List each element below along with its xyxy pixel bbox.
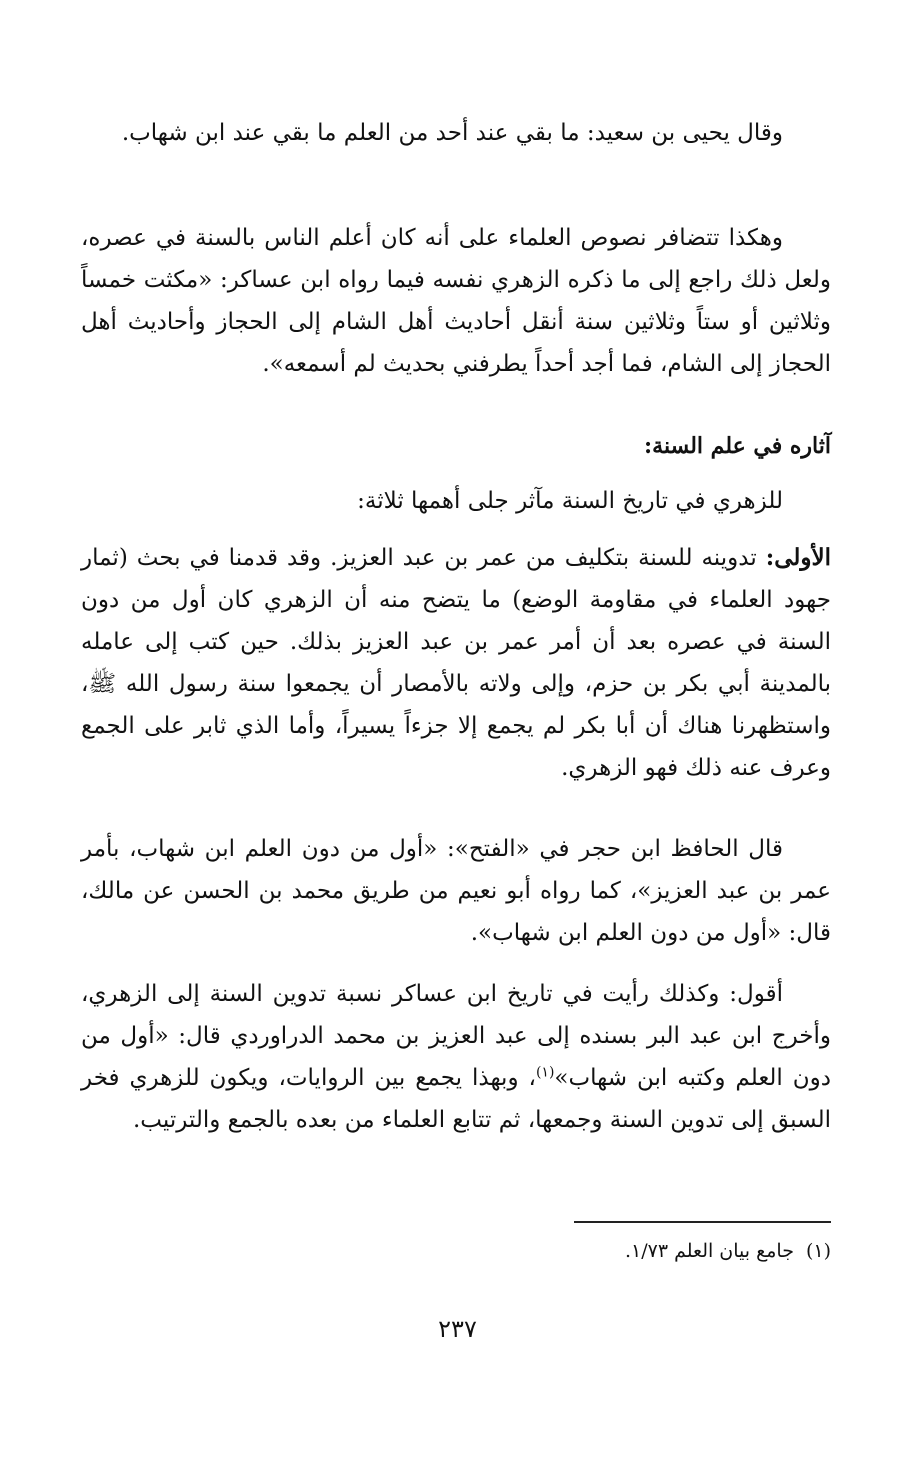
page-number: ٢٣٧ bbox=[438, 1315, 477, 1343]
paragraph-first-achievement bbox=[81, 537, 831, 789]
section-heading: آثاره في علم السنة: bbox=[644, 433, 831, 459]
footnote-number: (١) bbox=[805, 1240, 831, 1262]
paragraph-yahya-quote bbox=[81, 112, 831, 154]
paragraph-6 bbox=[81, 973, 831, 1141]
paragraph-ibn-hajar-quote bbox=[81, 828, 831, 954]
paragraph-6-before: أقول: وكذلك رأيت في تاريخ ابن عساكر نسبة تدوين السنة إلى الزهري، وأخرج ابن عبد البر بسنده إلى عبد العزيز بن محمد الدراوردي قال: «أول من دون العلم وكتبه ابن شهاب» bbox=[81, 981, 831, 1091]
paragraph-4-lead: الأولى: bbox=[765, 544, 831, 571]
paragraph-scholars-consensus bbox=[81, 217, 831, 385]
paragraph-3-text: للزهري في تاريخ السنة مآثر جلى أهمها ثلاثة: bbox=[357, 488, 783, 514]
footnote-divider bbox=[574, 1221, 831, 1223]
paragraph-5-text: قال الحافظ ابن حجر في «الفتح»: «أول من دون العلم ابن شهاب، بأمر عمر بن عبد العزيز»، كما رواه أبو نعيم من طريق محمد بن الحسن عن مالك، قال: «أول من دون العلم ابن شهاب». bbox=[81, 836, 831, 946]
paragraph-4 bbox=[81, 537, 831, 789]
paragraph-4-body: تدوينه للسنة بتكليف من عمر بن عبد العزيز. وقد قدمنا في بحث (ثمار جهود العلماء في مقاومة الوضع) ما يتضح منه أن الزهري كان أول من دون السنة في عصره بعد أن أمر عمر بن عبد العزيز بذلك. حين كتب إلى عامله بالمدينة أبي بكر بن حزم، وإلى ولاته بالأمصار أن يجمعوا سنة رسول الله ﷺ، واستظهرنا هناك أن أبا بكر لم يجمع إلا جزءاً يسيراً، وأما الذي ثابر على الجمع وعرف عنه ذلك فهو الزهري. bbox=[81, 545, 831, 781]
paragraph-2-text: وهكذا تتضافر نصوص العلماء على أنه كان أعلم الناس بالسنة في عصره، ولعل ذلك راجع إلى ما ذكره الزهري نفسه فيما رواه ابن عساكر: «مكثت خمساً وثلاثين أو ستاً وثلاثين سنة أنقل أحاديث أهل الشام إلى الحجاز وأحاديث أهل الحجاز إلى الشام، فما أجد أحداً يطرفني بحديث لم أسمعه». bbox=[81, 225, 831, 377]
paragraph-intro-three-achievements bbox=[81, 480, 831, 522]
footnote-text: جامع بيان العلم ١/٧٣. bbox=[624, 1240, 794, 1262]
footnote-marker: (١) bbox=[535, 1064, 555, 1081]
paragraph-1-text: وقال يحيى بن سعيد: ما بقي عند أحد من العلم ما بقي عند ابن شهاب. bbox=[121, 120, 783, 146]
footnote bbox=[81, 1236, 831, 1266]
paragraph-author-note bbox=[81, 973, 831, 1141]
paragraph-6-after: ، وبهذا يجمع بين الروايات، ويكون للزهري فخر السبق إلى تدوين السنة وجمعها، ثم تتابع العلماء من بعده بالجمع والترتيب. bbox=[81, 1065, 831, 1133]
